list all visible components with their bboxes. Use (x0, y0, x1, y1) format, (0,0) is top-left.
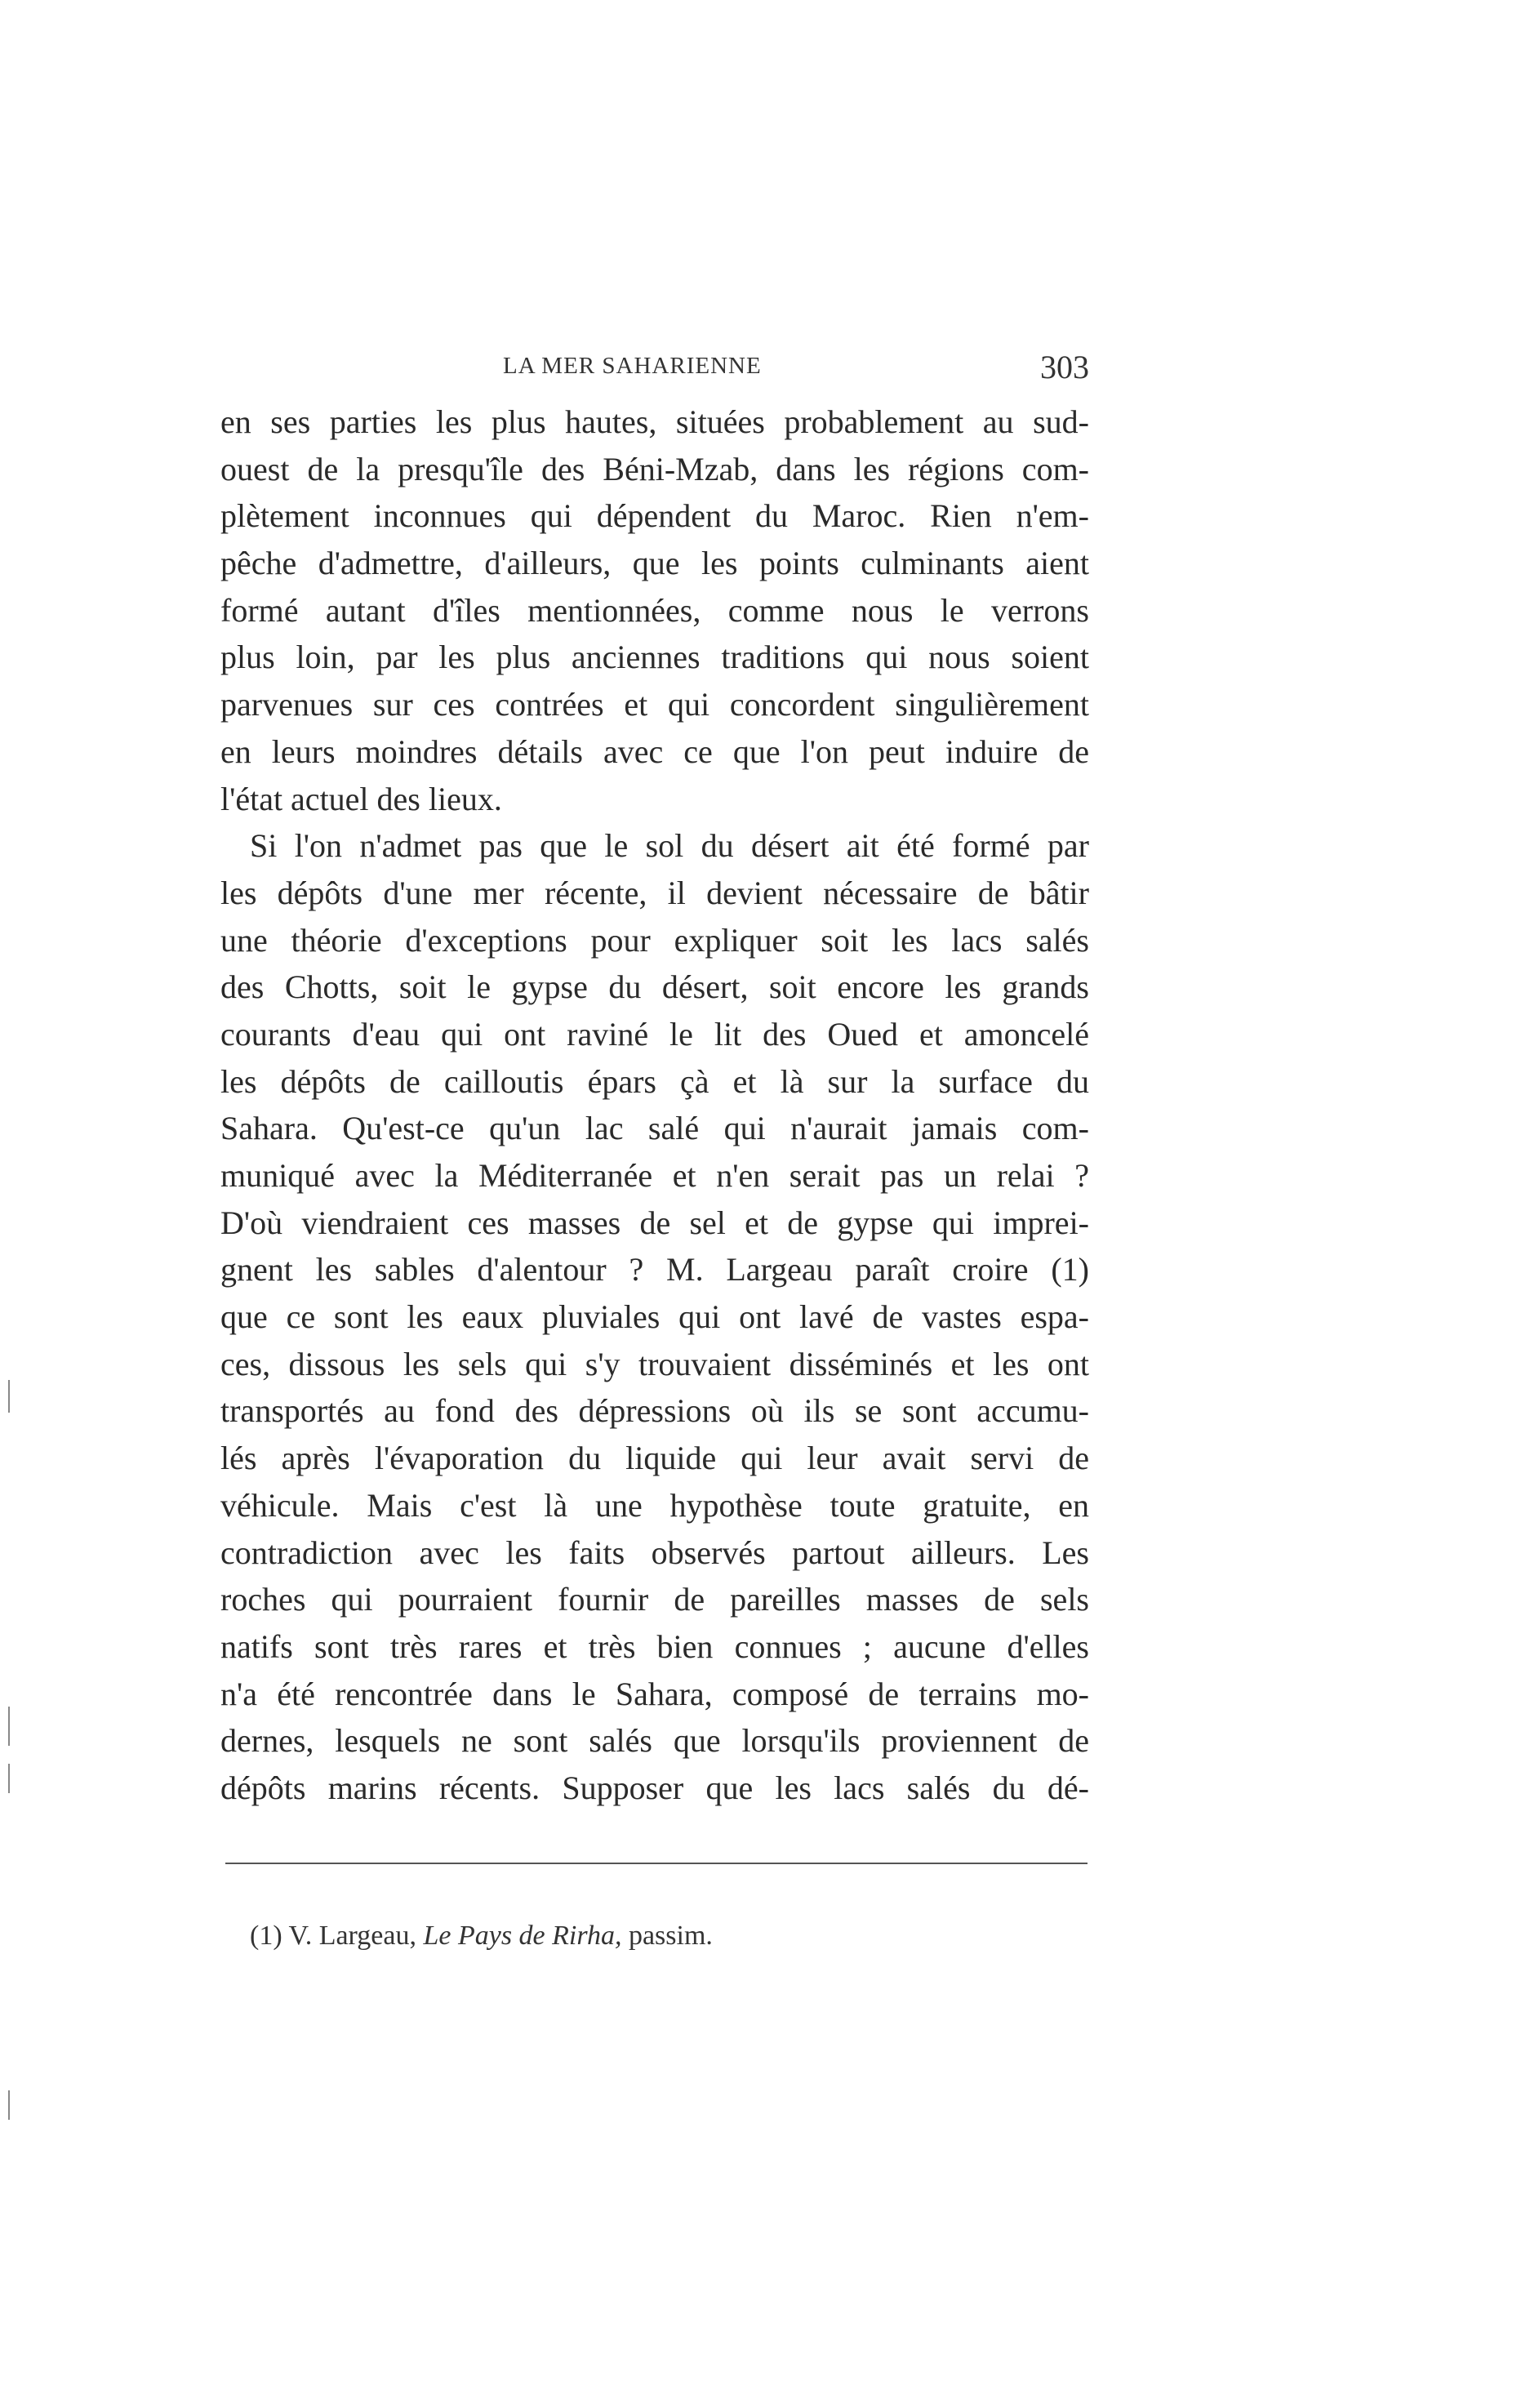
text-line: ouest de la presqu'île des Béni-Mzab, dans les régions com- (220, 450, 1089, 487)
text-line: en ses parties les plus hautes, situées probablement au sud- (220, 403, 1089, 440)
page-header (220, 348, 1089, 397)
text-line: plus loin, par les plus anciennes traditions qui nous soient (220, 639, 1089, 676)
text-line: pêche d'admettre, d'ailleurs, que les points culminants aient (220, 545, 1089, 582)
text-line: les dépôts d'une mer récente, il devient nécessaire de bâtir (220, 874, 1089, 911)
footnote (250, 1921, 713, 1952)
text-line: transportés au fond des dépressions où ils se sont accumu- (220, 1392, 1089, 1430)
footnote-marker: (1) V. Largeau, (250, 1921, 416, 1951)
text-line: n'a été rencontrée dans le Sahara, composé de terrains mo- (220, 1675, 1089, 1712)
scan-mark (8, 1707, 10, 1746)
text-line: véhicule. Mais c'est là une hypothèse toute gratuite, en (220, 1486, 1089, 1524)
page-number: 303 (1040, 349, 1089, 385)
text-line: plètement inconnues qui dépendent du Maroc. Rien n'em- (220, 497, 1089, 535)
running-title: LA MER SAHARIENNE (503, 353, 762, 379)
text-line: que ce sont les eaux pluviales qui ont lavé de vastes espa- (220, 1298, 1089, 1336)
text-line: une théorie d'exceptions pour expliquer soit les lacs salés (220, 921, 1089, 959)
scan-mark (8, 1764, 10, 1793)
text-line: parvenues sur ces contrées et qui concordent singulièrement (220, 686, 1089, 723)
text-line: ces, dissous les sels qui s'y trouvaient disséminés et les ont (220, 1345, 1089, 1382)
text-line: dernes, lesquels ne sont salés que lorsqu'ils proviennent de (220, 1722, 1089, 1760)
footnote-divider (225, 1863, 1088, 1864)
text-line: D'où viendraient ces masses de sel et de gypse qui imprei- (220, 1204, 1089, 1241)
text-line: lés après l'évaporation du liquide qui leur avait servi de (220, 1440, 1089, 1477)
text-line: Sahara. Qu'est-ce qu'un lac salé qui n'aurait jamais com- (220, 1110, 1089, 1147)
text-line: en leurs moindres détails avec ce que l'on peut induire de (220, 732, 1089, 770)
text-line: roches qui pourraient fournir de pareilles masses de sels (220, 1581, 1089, 1618)
text-line: formé autant d'îles mentionnées, comme nous le verrons (220, 591, 1089, 629)
text-line: les dépôts de cailloutis épars çà et là sur la surface du (220, 1062, 1089, 1100)
body-text (220, 398, 1089, 1812)
scan-mark (8, 1380, 10, 1413)
footnote-suffix: passim. (628, 1921, 713, 1951)
text-line: l'état actuel des lieux. (220, 780, 502, 817)
text-line: courants d'eau qui ont raviné le lit des Oued et amoncelé (220, 1015, 1089, 1053)
scan-mark (8, 2090, 10, 2120)
text-line: des Chotts, soit le gypse du désert, soit encore les grands (220, 968, 1089, 1006)
text-line: Si l'on n'admet pas que le sol du désert ait été formé par (250, 827, 1089, 865)
footnote-title: Le Pays de Rirha, (423, 1921, 622, 1951)
text-line: contradiction avec les faits observés partout ailleurs. Les (220, 1533, 1089, 1571)
text-line: gnent les sables d'alentour ? M. Largeau paraît croire (1) (220, 1251, 1089, 1289)
text-line: dépôts marins récents. Supposer que les lacs salés du dé- (220, 1769, 1089, 1806)
text-line: natifs sont très rares et très bien connues ; aucune d'elles (220, 1627, 1089, 1665)
text-line: muniqué avec la Méditerranée et n'en serait pas un relai ? (220, 1157, 1089, 1194)
